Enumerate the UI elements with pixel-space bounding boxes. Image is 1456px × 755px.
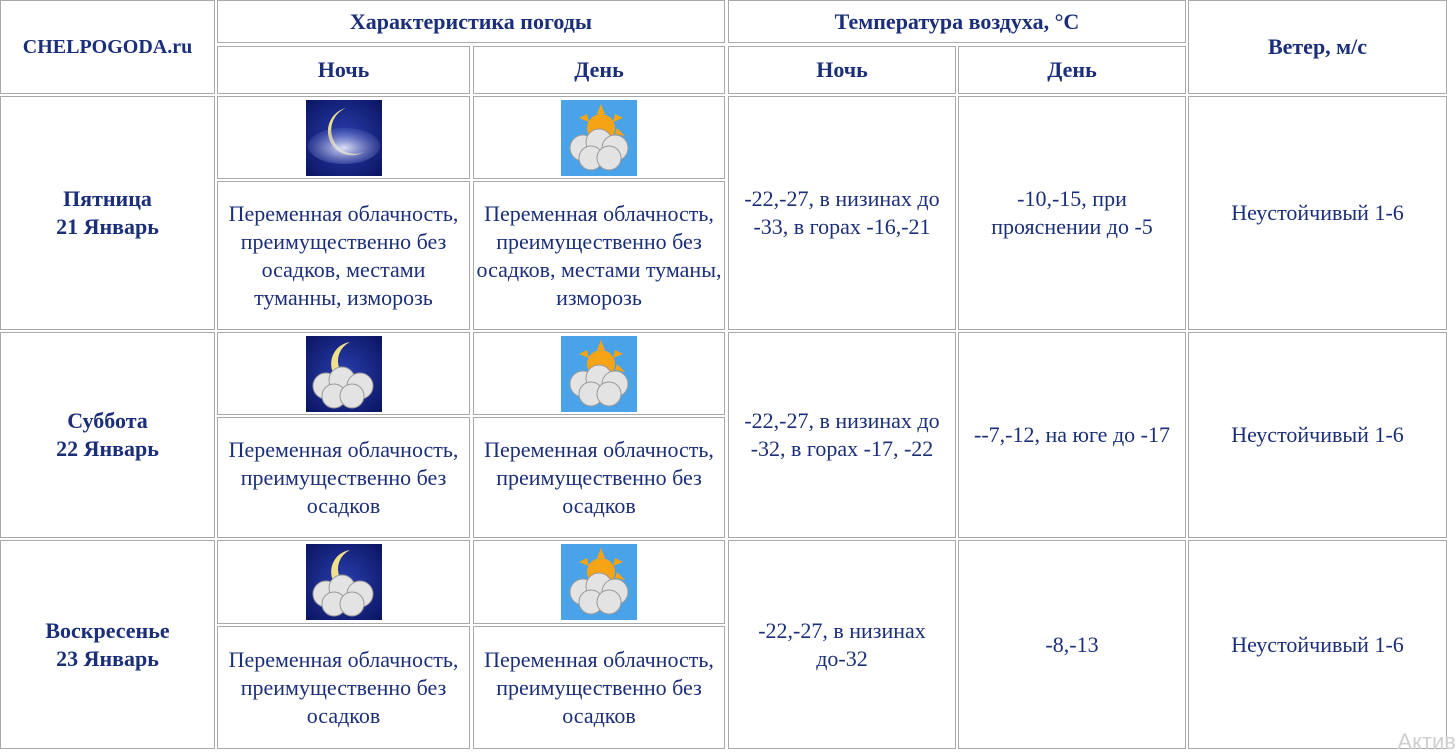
temp-group-title: Температура воздуха, °C — [834, 8, 1080, 34]
night-icon-cell — [217, 96, 470, 179]
day-label: День — [574, 57, 624, 82]
day-icon-cell — [473, 332, 725, 415]
night-description: Переменная облачность, преимущественно без осадков — [228, 646, 459, 728]
temp-night-value: -22,-27, в низинах до -33, в горах -16,-21 — [744, 186, 940, 239]
activation-watermark: Актив — [1397, 729, 1456, 754]
temp-day-value: --7,-12, на юге до -17 — [974, 422, 1170, 447]
wind-value: Неустойчивый 1-6 — [1231, 631, 1404, 657]
temp-night-cell — [728, 540, 956, 749]
sun-cloud-day-icon — [561, 336, 637, 412]
night-label: Ночь — [317, 57, 370, 82]
date-cell — [0, 332, 215, 538]
temp-day-header — [958, 46, 1186, 94]
wind-title: Ветер, м/с — [1267, 34, 1368, 59]
night-description-cell — [217, 417, 470, 538]
night-description: Переменная облачность, преимущественно без осадков — [228, 436, 459, 518]
temp-day-cell — [958, 96, 1186, 330]
date-cell — [0, 96, 215, 330]
wind-value: Неустойчивый 1-6 — [1231, 422, 1404, 447]
temp-group-header — [728, 0, 1186, 43]
night-label: Ночь — [816, 57, 868, 82]
temp-night-cell — [728, 332, 956, 538]
wind-cell — [1188, 332, 1447, 538]
night-icon-cell — [217, 332, 470, 415]
weather-day-header — [473, 46, 725, 94]
date-cell — [0, 540, 215, 749]
night-icon-cell — [217, 540, 470, 624]
moon-cloud-night-icon — [306, 544, 382, 620]
temp-night-value: -22,-27, в низинах до -32, в горах -17, -22 — [744, 408, 940, 461]
day-description-cell — [473, 626, 725, 749]
date: 21 Январь — [56, 214, 159, 239]
wind-value: Неустойчивый 1-6 — [1231, 200, 1404, 225]
wind-header — [1188, 0, 1447, 94]
day-description: Переменная облачность, преимущественно без осадков — [484, 436, 714, 518]
weather-night-header — [217, 46, 470, 94]
temp-night-value: -22,-27, в низинах до-32 — [758, 617, 926, 671]
night-description-cell — [217, 626, 470, 749]
day-description-cell — [473, 181, 725, 330]
day-name: Пятница — [63, 186, 152, 211]
wind-cell — [1188, 540, 1447, 749]
weather-group-header — [217, 0, 725, 43]
temp-day-cell — [958, 332, 1186, 538]
temp-day-cell — [958, 540, 1186, 749]
site-name-cell — [0, 0, 215, 94]
temp-day-value: -10,-15, при прояснении до -5 — [991, 186, 1153, 239]
day-name: Воскресенье — [45, 617, 170, 643]
date: 23 Январь — [56, 645, 159, 671]
day-label: День — [1047, 57, 1097, 82]
temp-night-header — [728, 46, 956, 94]
wind-cell — [1188, 96, 1447, 330]
temp-day-value: -8,-13 — [1045, 631, 1099, 657]
day-name: Суббота — [67, 408, 148, 433]
sun-cloud-day-icon — [561, 100, 637, 176]
sun-cloud-day-icon — [561, 544, 637, 620]
night-description: Переменная облачность, преимущественно без осадков, местами туманны, изморозь — [228, 200, 459, 310]
moon-cloud-night-icon — [306, 336, 382, 412]
day-icon-cell — [473, 96, 725, 179]
day-icon-cell — [473, 540, 725, 624]
day-description: Переменная облачность, преимущественно без осадков, местами туманы, изморозь — [476, 200, 722, 310]
moon-fog-night-icon — [306, 100, 382, 176]
day-description-cell — [473, 417, 725, 538]
day-description: Переменная облачность, преимущественно без осадков — [484, 646, 714, 728]
weather-group-title: Характеристика погоды — [349, 8, 593, 34]
night-description-cell — [217, 181, 470, 330]
site-name: CHELPOGODA.ru — [22, 36, 193, 58]
date: 22 Январь — [56, 436, 159, 461]
temp-night-cell — [728, 96, 956, 330]
